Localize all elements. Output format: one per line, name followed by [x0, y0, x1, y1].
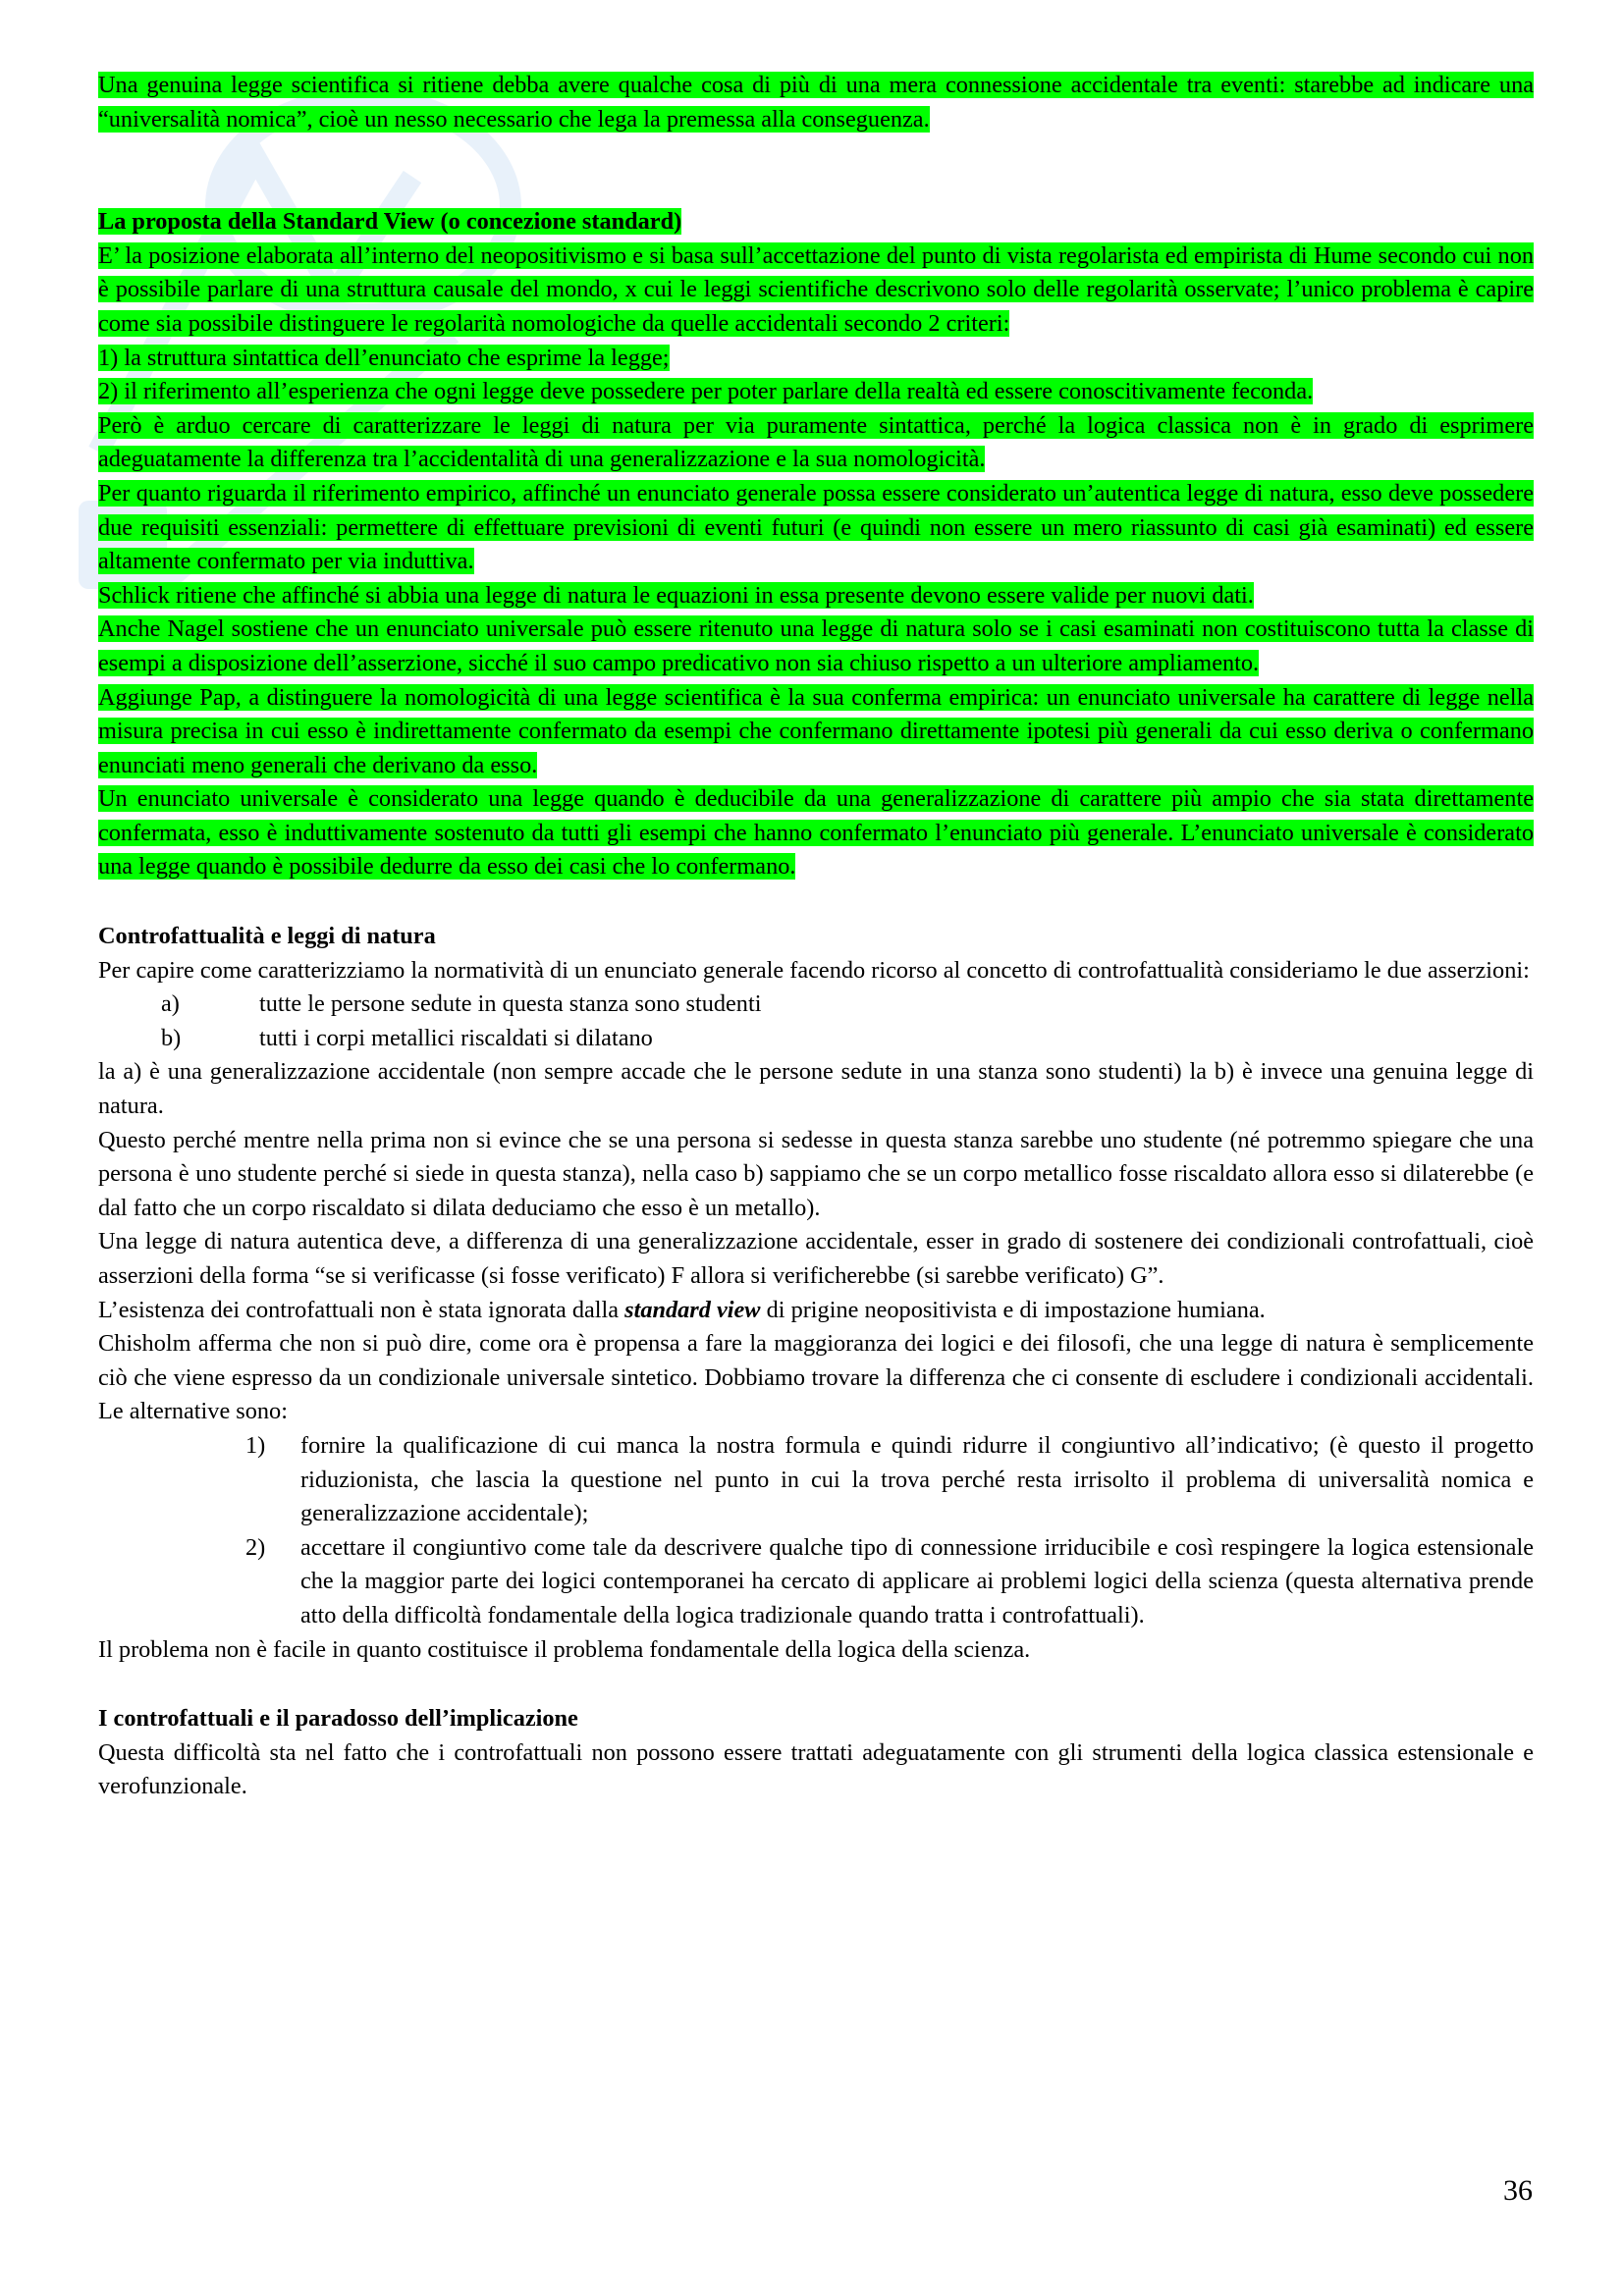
- criterion-2: 2) il riferimento all’esperienza che ogni legge deve possedere per poter parlare della realtà ed essere conoscitivamente feconda.: [98, 378, 1314, 405]
- list-marker: b): [161, 1024, 182, 1051]
- paragraph: Però è arduo cercare di caratterizzare le leggi di natura per via puramente sintattica, perché la logica classica non è in grado di esprimere adeguatamente la differenza tra l’accidentalità di una generalizzazione e la sua nomologicità.: [98, 411, 1534, 473]
- paragraph: Un enunciato universale è considerato una legge quando è deducibile da una generalizzazione di carattere più ampio che sia stata direttamente confermata, esso è induttivamente sostenuto da tutti gli esempi che hanno confermato l’enunciato più generale. L’enunciato universale è considerato una legge quando è possibile dedurre da esso dei casi che lo confermano.: [98, 785, 1534, 881]
- assertion-list: [98, 988, 1534, 1055]
- list-item-text: tutte le persone sedute in questa stanza sono studenti: [259, 990, 762, 1018]
- paragraph: E’ la posizione elaborata all’interno del neopositivismo e si basa sull’accettazione del punto di vista regolarista ed empirista di Hume secondo cui non è possibile parlare di una struttura causale del mondo, x cui le leggi scientifiche descrivono solo delle regolarità osservate; l’unico problema è capire come sia possibile distinguere le regolarità nomologiche da quelle accidentali secondo 2 criteri:: [98, 241, 1534, 337]
- paragraph: Schlick ritiene che affinché si abbia una legge di natura le equazioni in essa presente devono essere valide per nuovi dati.: [98, 581, 1254, 609]
- section-heading-standard-view: La proposta della Standard View (o concezione standard): [98, 208, 682, 236]
- alternatives-list: [98, 1429, 1534, 1633]
- section-heading-controfattualita: Controfattualità e leggi di natura: [98, 923, 436, 950]
- list-item: [98, 1429, 1534, 1531]
- emphasis-standard-view: standard view: [624, 1296, 761, 1323]
- page-number: 36: [1503, 2174, 1533, 2207]
- list-item: [98, 988, 1534, 1022]
- criterion-1: 1) la struttura sintattica dell’enunciato che esprime la legge;: [98, 344, 670, 371]
- paragraph: Una legge di natura autentica deve, a differenza di una generalizzazione accidentale, esser in grado di sostenere dei condizionali controfattuali, cioè asserzioni della forma “se si verificasse (si fosse verificato) F allora si verificherebbe (si sarebbe verificato) G”.: [98, 1228, 1534, 1289]
- paragraph: Questa difficoltà sta nel fatto che i controfattuali non possono essere trattati adeguatamente con gli strumenti della logica classica estensionale e verofunzionale.: [98, 1738, 1534, 1800]
- list-item-text: tutti i corpi metallici riscaldati si dilatano: [259, 1024, 653, 1051]
- list-marker: 1): [245, 1431, 266, 1459]
- paragraph: L’esistenza dei controfattuali non è stata ignorata dalla standard view di prigine neopositivista e di impostazione humiana.: [98, 1296, 1266, 1323]
- paragraph: Questo perché mentre nella prima non si evince che se una persona si sedesse in questa stanza sarebbe uno studente (né potremmo spiegare che una persona è uno studente perché si siede in questa stanza), nella caso b) sappiamo che se un corpo metallico fosse riscaldato allora esso si dilaterebbe (e dal fatto che un corpo riscaldato si dilata deduciamo che esso è un metallo).: [98, 1126, 1534, 1221]
- paragraph: Il problema non è facile in quanto costituisce il problema fondamentale della logica della scienza.: [98, 1635, 1031, 1663]
- section-heading-paradosso: I controfattuali e il paradosso dell’implicazione: [98, 1705, 578, 1733]
- list-item-text: accettare il congiuntivo come tale da descrivere qualche tipo di connessione irriducibile e così respingere la logica estensionale che la maggior parte dei logici contemporanei ha cercato di applicare ai problemi logici della scienza (questa alternativa prende atto della difficoltà fondamentale della logica tradizionale quando tratta i controfattuali).: [300, 1533, 1534, 1629]
- list-item: [98, 1531, 1534, 1633]
- list-item-text: fornire la qualificazione di cui manca la nostra formula e quindi ridurre il congiuntivo all’indicativo; (è questo il progetto riduzionista, che lascia la questione nel punto in cui la trova perché resta irrisolto il problema di universalità nomica e generalizzazione accidentale);: [300, 1431, 1534, 1527]
- paragraph: Aggiunge Pap, a distinguere la nomologicità di una legge scientifica è la sua conferma empirica: un enunciato universale ha carattere di legge nella misura precisa in cui esso è indirettamente confermato da esempi che confermano direttamente ipotesi più generali da cui esso deriva o confermano enunciati meno generali che derivano da esso.: [98, 683, 1534, 778]
- paragraph: Anche Nagel sostiene che un enunciato universale può essere ritenuto una legge di natura solo se i casi esaminati non costituiscono tutta la classe di esempi a disposizione dell’asserzione, sicché il suo campo predicativo non sia chiuso rispetto a un ulteriore ampliamento.: [98, 615, 1534, 676]
- document-page: [98, 69, 1534, 1804]
- paragraph: Per capire come caratterizziamo la normatività di un enunciato generale facendo ricorso al concetto di controfattualità consideriamo le due asserzioni:: [98, 956, 1530, 984]
- paragraph: Per quanto riguarda il riferimento empirico, affinché un enunciato generale possa essere considerato un’autentica legge di natura, esso deve possedere due requisiti essenziali: permettere di effettuare previsioni di eventi futuri (e quindi non essere un mero riassunto di casi già esaminati) ed essere altamente confermato per via induttiva.: [98, 479, 1534, 575]
- list-marker: 2): [245, 1533, 266, 1561]
- list-marker: a): [161, 990, 180, 1018]
- list-item: [98, 1022, 1534, 1056]
- paragraph: la a) è una generalizzazione accidentale (non sempre accade che le persone sedute in una stanza sono studenti) la b) è invece una genuina legge di natura.: [98, 1058, 1534, 1120]
- paragraph: Chisholm afferma che non si può dire, come ora è propensa a fare la maggioranza dei logici e dei filosofi, che una legge di natura è semplicemente ciò che viene espresso da un condizionale universale sintetico. Dobbiamo trovare la differenza che ci consente di escludere i condizionali accidentali. Le alternative sono:: [98, 1330, 1534, 1425]
- intro-paragraph: Una genuina legge scientifica si ritiene debba avere qualche cosa di più di una mera connessione accidentale tra eventi: starebbe ad indicare una “universalità nomica”, cioè un nesso necessario che lega la premessa alla conseguenza.: [98, 72, 1534, 133]
